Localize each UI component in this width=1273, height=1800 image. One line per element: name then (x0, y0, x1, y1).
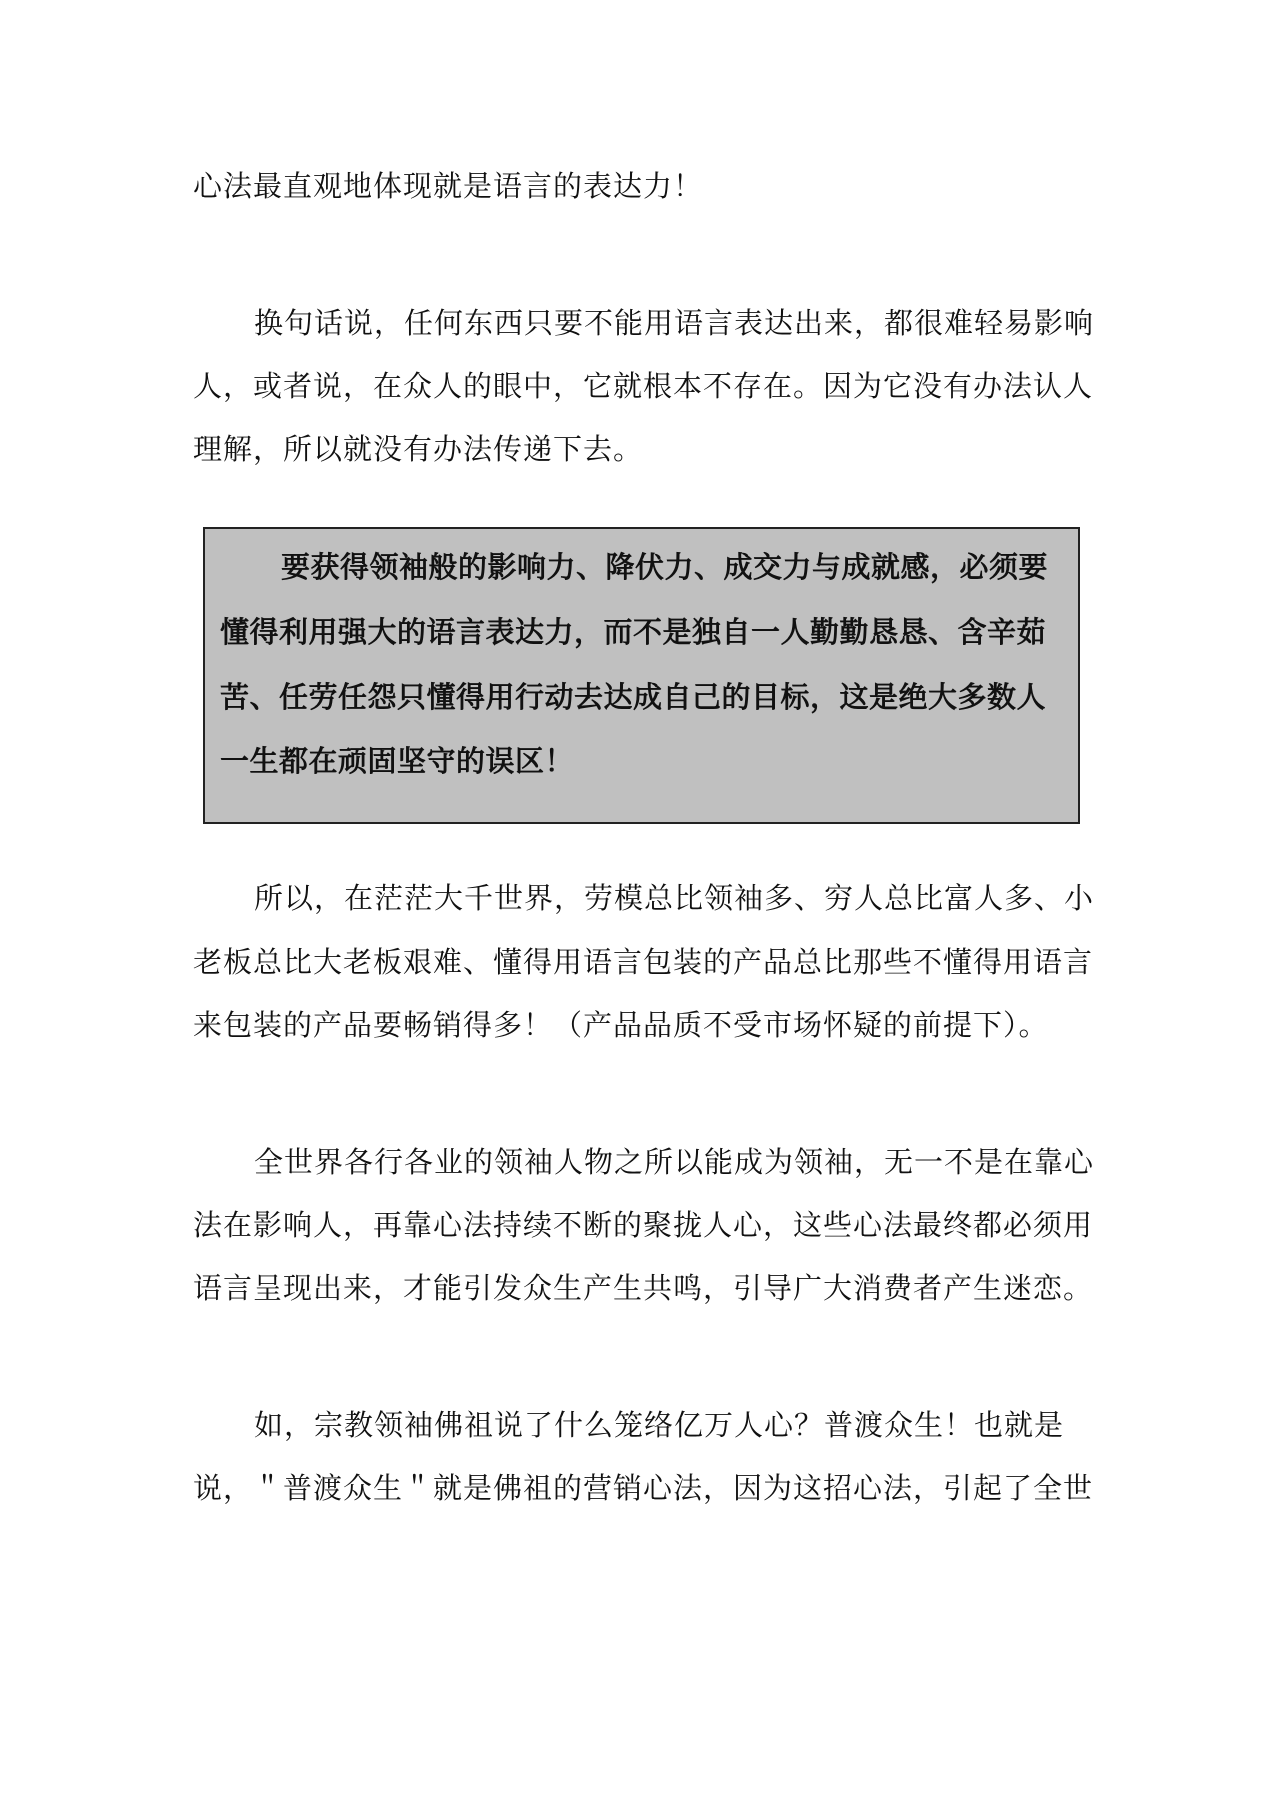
paragraph1-line1: 换句话说，任何东西只要不能用语言表达出来，都很难轻易影响 (254, 306, 1095, 340)
paragraph2-line2: 老板总比大老板艰难、懂得用语言包装的产品总比那些不懂得用语言 (193, 945, 1094, 979)
paragraph3-line2: 法在影响人，再靠心法持续不断的聚拢人心，这些心法最终都必须用 (193, 1208, 1094, 1242)
intro-line: 心法最直观地体现就是语言的表达力！ (193, 169, 704, 203)
callout-line4: 一生都在顽固坚守的误区！ (220, 744, 575, 778)
paragraph1-line2: 人，或者说，在众人的眼中，它就根本不存在。因为它没有办法认人 (193, 369, 1094, 403)
paragraph3-line3: 语言呈现出来，才能引发众生产生共鸣，引导广大消费者产生迷恋。 (193, 1271, 1094, 1305)
callout-line3: 苦、任劳任怨只懂得用行动去达成自己的目标，这是绝大多数人 (220, 680, 1047, 714)
paragraph4-line1: 如，宗教领袖佛祖说了什么笼络亿万人心？普渡众生！也就是 (254, 1408, 1065, 1442)
callout-line1: 要获得领袖般的影响力、降伏力、成交力与成就感，必须要 (281, 550, 1049, 584)
highlight-callout-box (203, 527, 1080, 824)
paragraph1-line3: 理解，所以就没有办法传递下去。 (193, 432, 644, 466)
paragraph3-line1: 全世界各行各业的领袖人物之所以能成为领袖，无一不是在靠心 (254, 1145, 1095, 1179)
paragraph4-line2: 说，＂普渡众生＂就是佛祖的营销心法，因为这招心法，引起了全世 (193, 1471, 1094, 1505)
callout-line2: 懂得利用强大的语言表达力，而不是独自一人勤勤恳恳、含辛茹 (220, 615, 1047, 649)
paragraph2-line3: 来包装的产品要畅销得多！（产品品质不受市场怀疑的前提下）。 (193, 1008, 1049, 1042)
paragraph2-line1: 所以，在茫茫大千世界，劳模总比领袖多、穷人总比富人多、小 (254, 881, 1095, 915)
